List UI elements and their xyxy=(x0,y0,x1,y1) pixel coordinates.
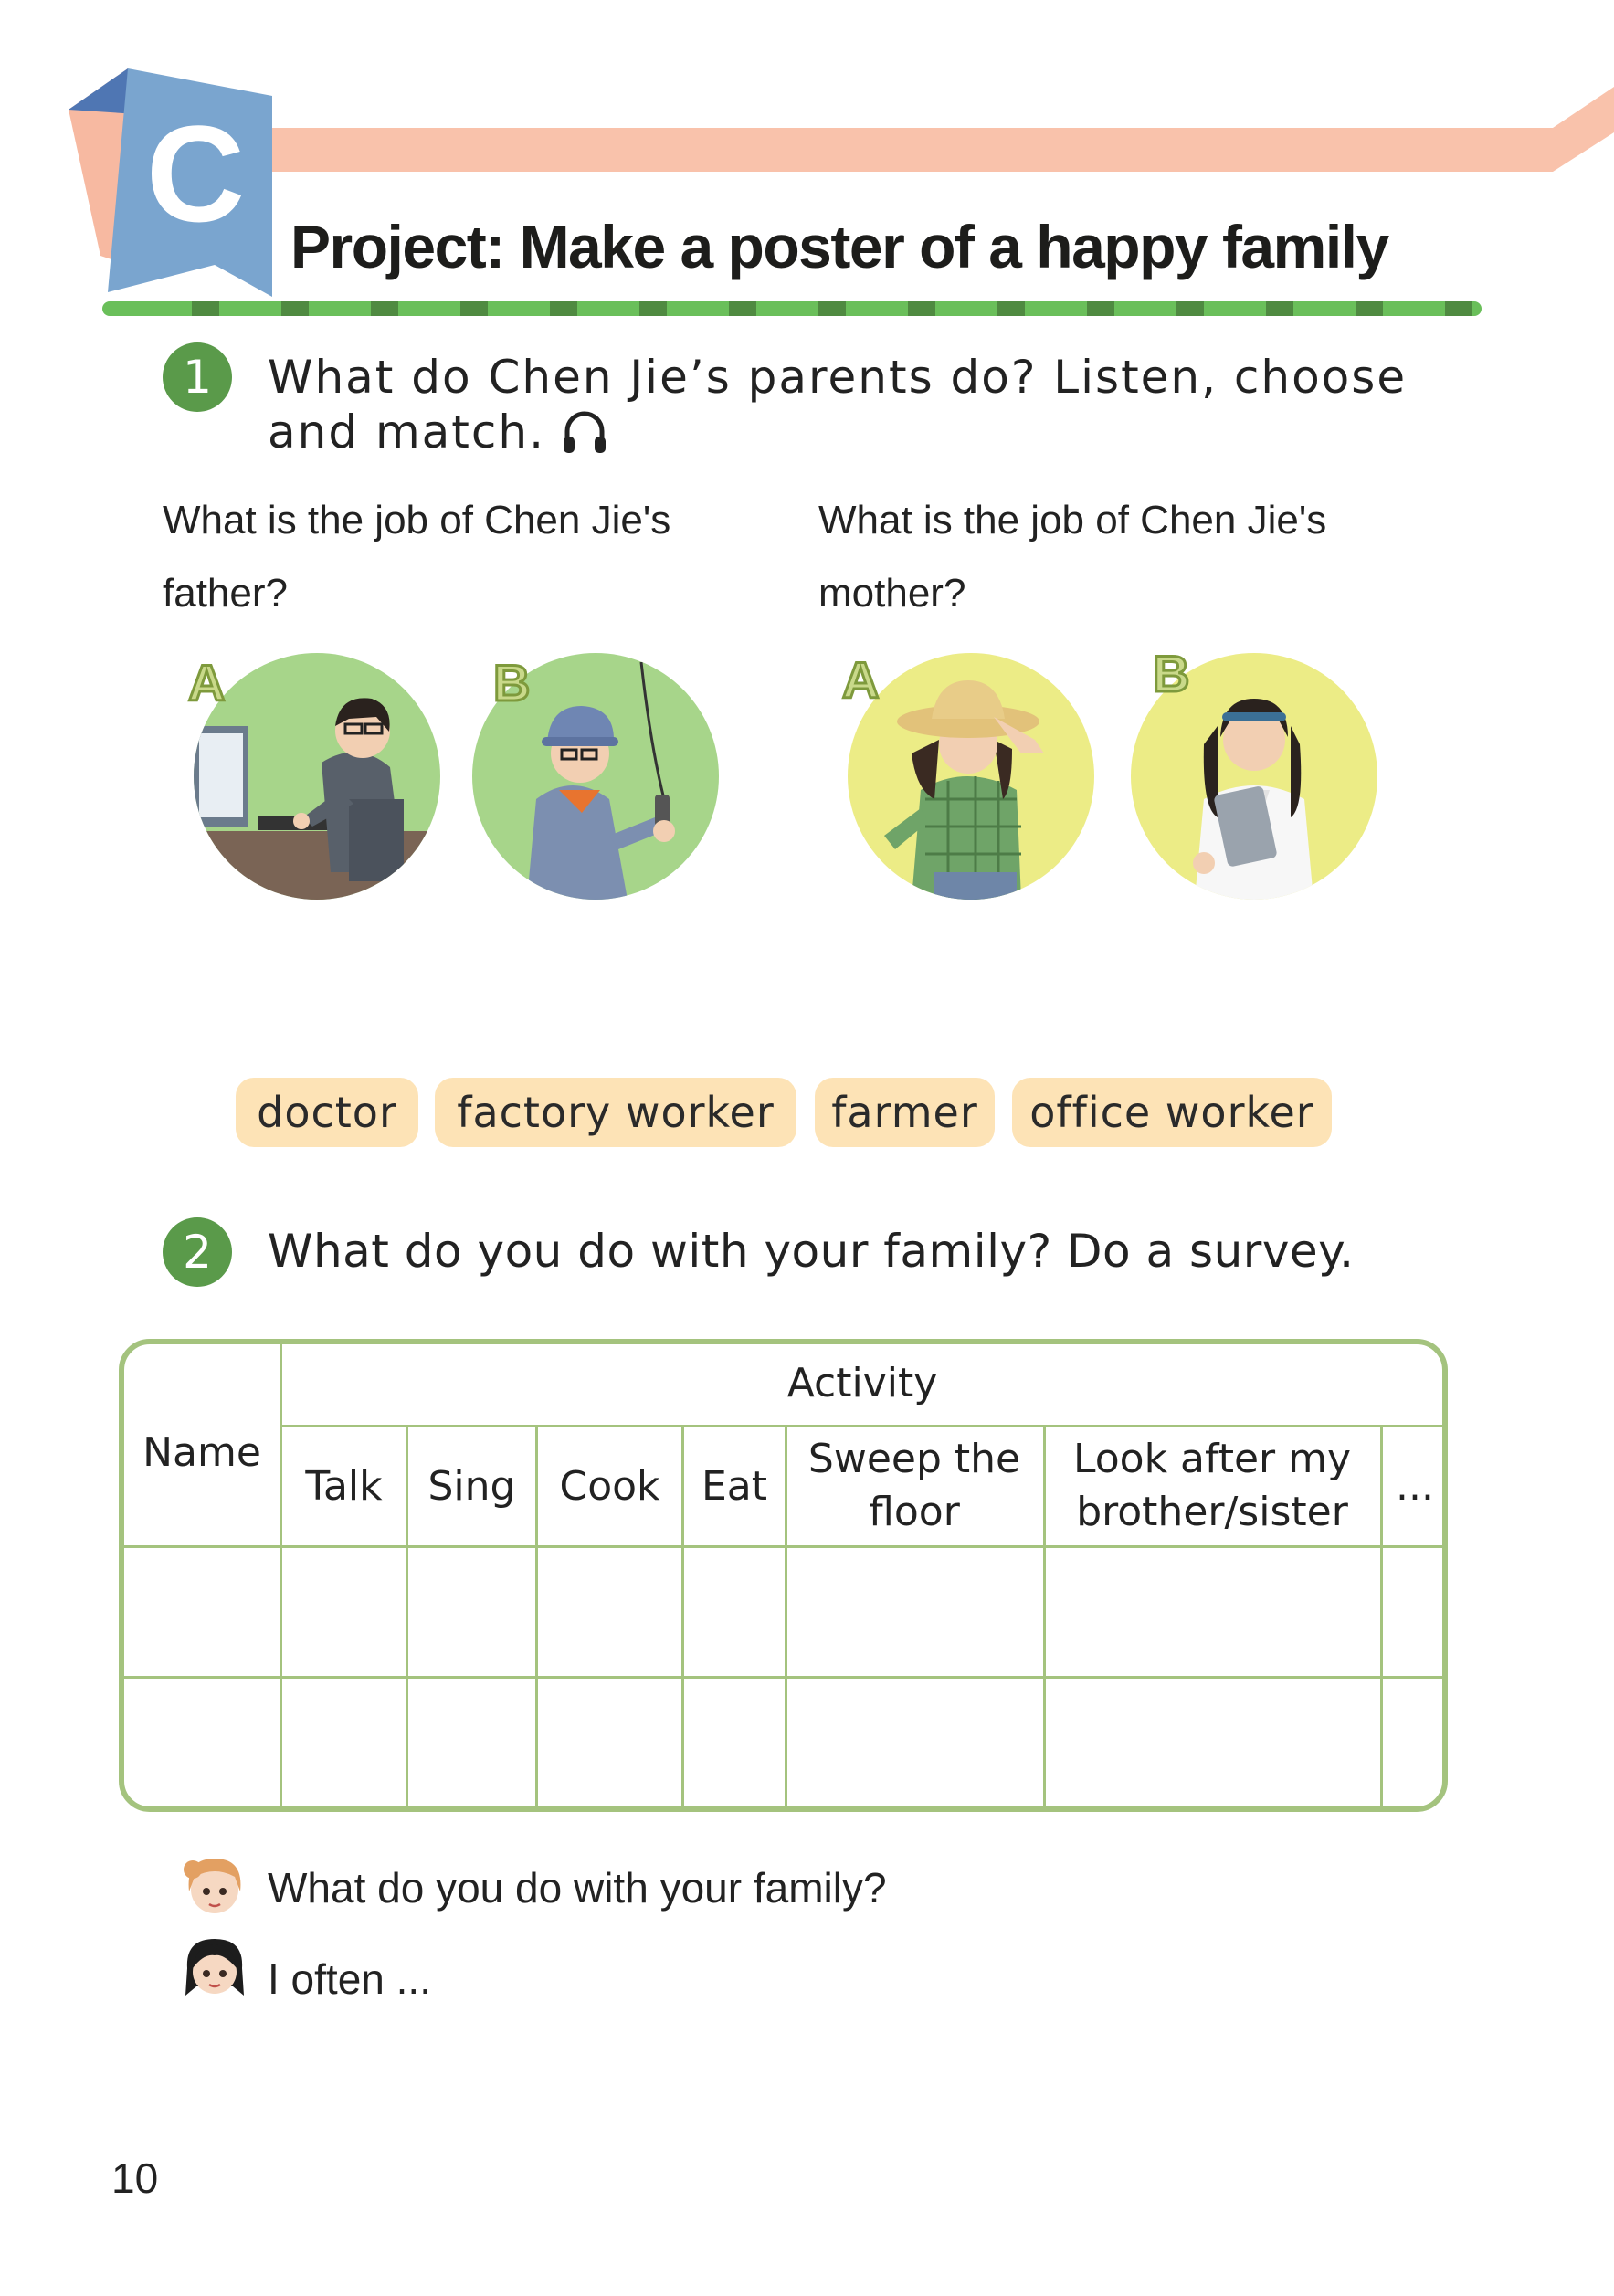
table-cell[interactable] xyxy=(1383,1548,1447,1676)
dialogue-line-1: What do you do with your family? xyxy=(268,1864,887,1912)
col-sing: Sing xyxy=(427,1463,516,1510)
grid-line xyxy=(280,1425,1448,1427)
col-eat: Eat xyxy=(701,1463,767,1510)
peach-ribbon xyxy=(174,87,1614,172)
col-cook: Cook xyxy=(559,1463,660,1510)
girl-blonde-avatar xyxy=(178,1849,251,1922)
part1-instruction xyxy=(268,350,1407,459)
mother-option-b-letter: B xyxy=(1153,645,1190,702)
rule-dash xyxy=(1445,301,1472,316)
table-cell[interactable] xyxy=(1046,1679,1380,1806)
rule-dash xyxy=(818,301,846,316)
word-chip-doctor[interactable]: doctor xyxy=(236,1078,418,1147)
table-cell[interactable] xyxy=(1046,1548,1380,1676)
girl-black-hair-avatar xyxy=(178,1932,251,2005)
rule-dash xyxy=(281,301,309,316)
rule-dash xyxy=(997,301,1025,316)
word-chip-office-worker[interactable]: office worker xyxy=(1012,1078,1332,1147)
table-cell[interactable] xyxy=(684,1679,785,1806)
mother-question: What is the job of Chen Jie's mother? xyxy=(818,498,1327,616)
farmer-picture[interactable] xyxy=(848,653,1094,900)
part2-instruction: What do you do with your family? Do a survey. xyxy=(268,1225,1355,1278)
activity-header: Activity xyxy=(786,1360,938,1406)
rule-dash xyxy=(550,301,577,316)
rule-dash xyxy=(729,301,756,316)
table-cell-name-row2[interactable] xyxy=(124,1679,280,1806)
rule-dash-pattern xyxy=(192,301,1472,316)
page-title: Project: Make a poster of a happy family xyxy=(290,213,1388,280)
dialogue-line-2: I often ... xyxy=(268,1955,431,2003)
table-cell[interactable] xyxy=(684,1548,785,1676)
table-cell[interactable] xyxy=(787,1679,1043,1806)
name-header: Name xyxy=(142,1429,261,1476)
col-look-after: Look after my brother/sister xyxy=(1072,1436,1352,1535)
table-cell[interactable] xyxy=(282,1548,406,1676)
table-cell[interactable] xyxy=(408,1548,535,1676)
word-chip-farmer[interactable]: farmer xyxy=(815,1078,995,1147)
step-number-2: 2 xyxy=(163,1217,232,1287)
section-letter: C xyxy=(145,97,246,250)
col-sweep-the-floor: Sweep the floor xyxy=(807,1436,1021,1535)
part1-instruction-line2: and match. xyxy=(268,405,545,458)
rule-dash xyxy=(1176,301,1204,316)
step-number-1: 1 xyxy=(163,342,232,412)
survey-table xyxy=(119,1339,1448,1812)
father-option-b-letter: B xyxy=(493,654,531,711)
rule-dash xyxy=(371,301,398,316)
table-cell[interactable] xyxy=(787,1548,1043,1676)
table-cell[interactable] xyxy=(408,1679,535,1806)
rule-dash xyxy=(908,301,935,316)
rule-dash xyxy=(460,301,488,316)
table-cell[interactable] xyxy=(1383,1679,1447,1806)
rule-dash xyxy=(1356,301,1383,316)
table-cell[interactable] xyxy=(538,1679,681,1806)
father-option-a-letter: A xyxy=(188,654,226,711)
rule-dash xyxy=(192,301,219,316)
father-question: What is the job of Chen Jie's father? xyxy=(163,498,671,616)
word-chip-factory-worker[interactable]: factory worker xyxy=(435,1078,796,1147)
part1-instruction-line1: What do Chen Jie’s parents do? Listen, choose xyxy=(268,351,1408,404)
rule-dash xyxy=(1266,301,1293,316)
table-cell[interactable] xyxy=(282,1679,406,1806)
col-more: ... xyxy=(1396,1463,1434,1510)
mother-option-a-letter: A xyxy=(842,651,880,709)
table-cell[interactable] xyxy=(538,1548,681,1676)
office-worker-picture[interactable] xyxy=(194,653,440,900)
table-cell-name-row1[interactable] xyxy=(124,1548,280,1676)
col-talk: Talk xyxy=(305,1463,383,1510)
headphones-icon xyxy=(560,407,609,457)
page-number: 10 xyxy=(111,2154,159,2202)
rule-dash xyxy=(639,301,667,316)
rule-dash xyxy=(1087,301,1114,316)
